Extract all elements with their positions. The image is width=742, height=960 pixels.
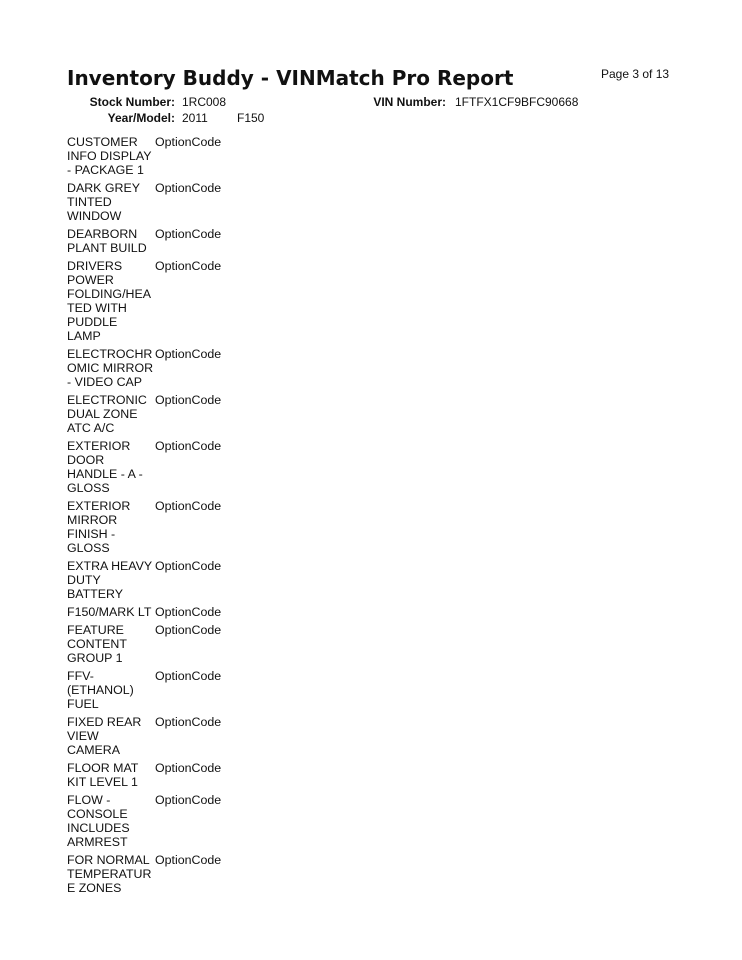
option-name: FOR NORMAL TEMPERATUR E ZONES xyxy=(67,853,152,895)
options-list xyxy=(67,135,221,899)
option-name: EXTERIOR DOOR HANDLE - A - GLOSS xyxy=(67,439,143,495)
option-name: EXTERIOR MIRROR FINISH - GLOSS xyxy=(67,499,131,555)
stock-number-value: 1RC008 xyxy=(182,95,227,109)
option-row xyxy=(67,347,221,389)
option-type: OptionCode xyxy=(155,227,222,241)
option-name: FLOW - CONSOLE INCLUDES ARMREST xyxy=(67,793,130,849)
option-row xyxy=(67,715,221,757)
option-type: OptionCode xyxy=(155,853,222,867)
option-type: OptionCode xyxy=(155,181,222,195)
option-type: OptionCode xyxy=(155,347,222,361)
option-row xyxy=(67,227,221,255)
option-row xyxy=(67,499,221,555)
option-name: FLOOR MAT KIT LEVEL 1 xyxy=(67,761,139,789)
option-row xyxy=(67,853,221,895)
option-type: OptionCode xyxy=(155,393,222,407)
option-type: OptionCode xyxy=(155,559,222,573)
option-type: OptionCode xyxy=(155,793,222,807)
option-name: FEATURE CONTENT GROUP 1 xyxy=(67,623,127,665)
option-type: OptionCode xyxy=(155,761,222,775)
option-row xyxy=(67,439,221,495)
option-type: OptionCode xyxy=(155,499,222,513)
option-type: OptionCode xyxy=(155,259,222,273)
option-row xyxy=(67,259,221,343)
vin-number-value: 1FTFX1CF9BFC90668 xyxy=(455,95,579,109)
year-value: 2011 xyxy=(182,111,208,125)
option-row xyxy=(67,623,221,665)
option-name: ELECTRONIC DUAL ZONE ATC A/C xyxy=(67,393,147,435)
report-title: Inventory Buddy - VINMatch Pro Report xyxy=(67,66,514,90)
option-row xyxy=(67,135,221,177)
option-row xyxy=(67,559,221,601)
option-row xyxy=(67,393,221,435)
option-row xyxy=(67,669,221,711)
option-name: CUSTOMER INFO DISPLAY - PACKAGE 1 xyxy=(67,135,152,177)
page-number: Page 3 of 13 xyxy=(601,67,670,81)
option-row xyxy=(67,605,221,619)
option-name: FIXED REAR VIEW CAMERA xyxy=(67,715,142,757)
option-row xyxy=(67,181,221,223)
option-name: FFV- (ETHANOL) FUEL xyxy=(67,669,134,711)
option-type: OptionCode xyxy=(155,715,222,729)
option-type: OptionCode xyxy=(155,623,222,637)
option-row xyxy=(67,761,221,789)
option-name: DRIVERS POWER FOLDING/HEA TED WITH PUDDLE LAMP xyxy=(67,259,151,343)
stock-number-label: Stock Number: xyxy=(89,95,175,109)
option-name: DARK GREY TINTED WINDOW xyxy=(67,181,140,223)
year-model-label: Year/Model: xyxy=(107,111,175,125)
vin-number-label: VIN Number: xyxy=(373,95,446,109)
option-row xyxy=(67,793,221,849)
option-type: OptionCode xyxy=(155,669,222,683)
option-name: EXTRA HEAVY DUTY BATTERY xyxy=(67,559,153,601)
option-type: OptionCode xyxy=(155,135,222,149)
option-type: OptionCode xyxy=(155,439,222,453)
option-name: DEARBORN PLANT BUILD xyxy=(67,227,147,255)
option-type: OptionCode xyxy=(155,605,222,619)
option-name: F150/MARK LT xyxy=(67,605,152,619)
option-name: ELECTROCHR OMIC MIRROR - VIDEO CAP xyxy=(67,347,154,389)
model-value: F150 xyxy=(237,111,265,125)
